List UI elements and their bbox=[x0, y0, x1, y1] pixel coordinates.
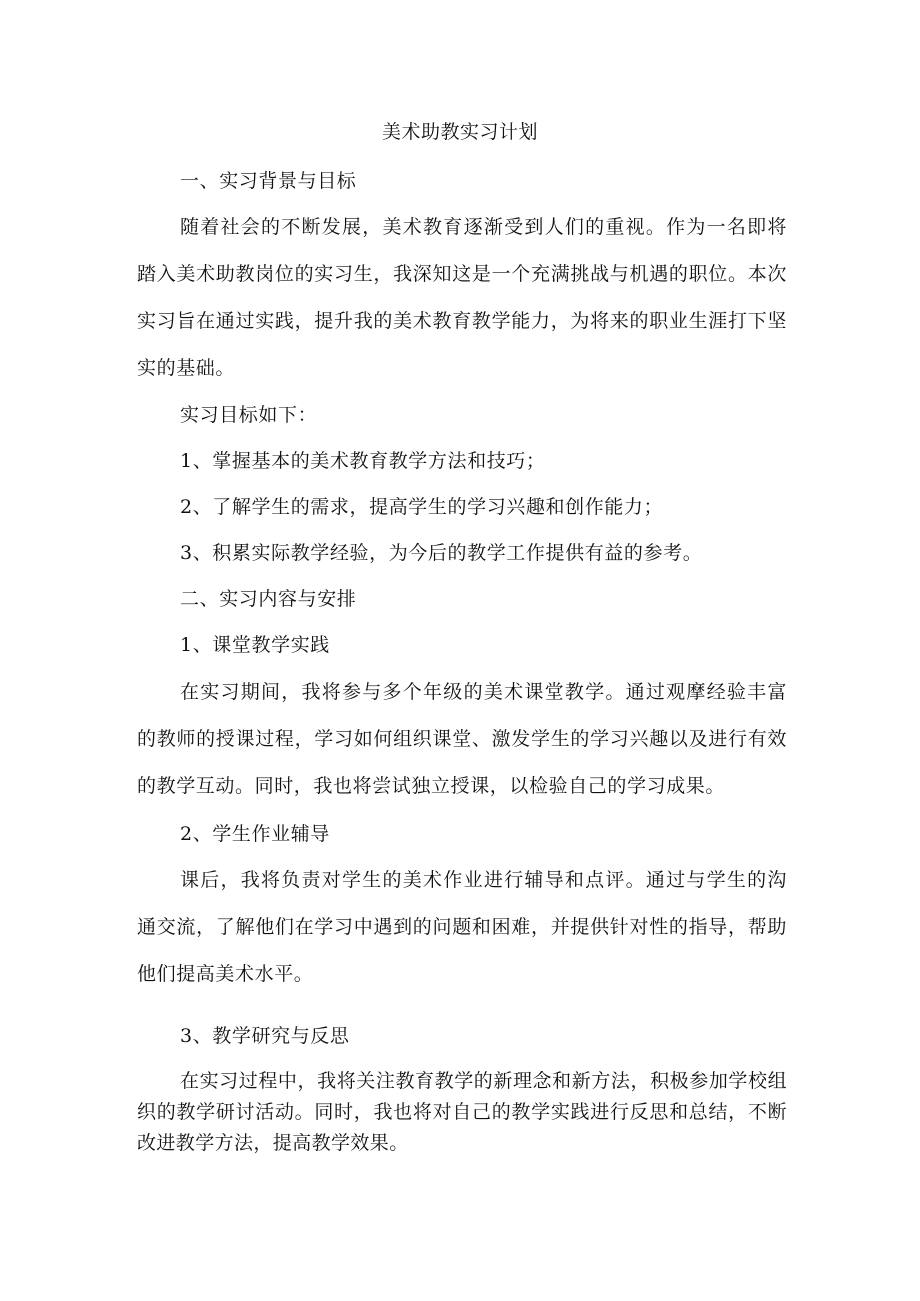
document-title: 美术助教实习计划 bbox=[381, 121, 538, 143]
goals-intro: 实习目标如下： bbox=[180, 404, 318, 426]
goal-item-2: 2、了解学生的需求，提高学生的学习兴趣和创作能力； bbox=[180, 496, 664, 518]
paragraph-research-reflection: 在实习过程中，我将关注教育教学的新理念和新方法，积极参加学校组织的教学研讨活动。同时，我也将对自己的教学实践进行反思和总结，不断改进教学方法，提高教学效果。 bbox=[137, 1070, 787, 1154]
goal-item-3: 3、积累实际教学经验，为今后的教学工作提供有益的参考。 bbox=[180, 542, 703, 564]
paragraph-homework-tutoring: 课后，我将负责对学生的美术作业进行辅导和点评。通过与学生的沟通交流，了解他们在学习中遇到的问题和困难，并提供针对性的指导，帮助他们提高美术水平。 bbox=[137, 869, 787, 985]
section-heading-background-goals: 一、实习背景与目标 bbox=[180, 170, 357, 192]
subheading-classroom-practice: 1、课堂教学实践 bbox=[180, 634, 330, 656]
subheading-homework-tutoring: 2、学生作业辅导 bbox=[180, 823, 330, 845]
section-heading-content-arrangement: 二、实习内容与安排 bbox=[180, 588, 357, 610]
subheading-research-reflection: 3、教学研究与反思 bbox=[180, 1025, 350, 1047]
goal-item-1: 1、掌握基本的美术教育教学方法和技巧； bbox=[180, 450, 546, 472]
paragraph-background: 随着社会的不断发展，美术教育逐渐受到人们的重视。作为一名即将踏入美术助教岗位的实习生，我深知这是一个充满挑战与机遇的职位。本次实习旨在通过实践，提升我的美术教育教学能力，为将来的职业生涯打下坚实的基础。 bbox=[137, 216, 787, 379]
paragraph-classroom-practice: 在实习期间，我将参与多个年级的美术课堂教学。通过观摩经验丰富的教师的授课过程，学习如何组织课堂、激发学生的学习兴趣以及进行有效的教学互动。同时，我也将尝试独立授课，以检验自己的学习成果。 bbox=[137, 681, 787, 797]
